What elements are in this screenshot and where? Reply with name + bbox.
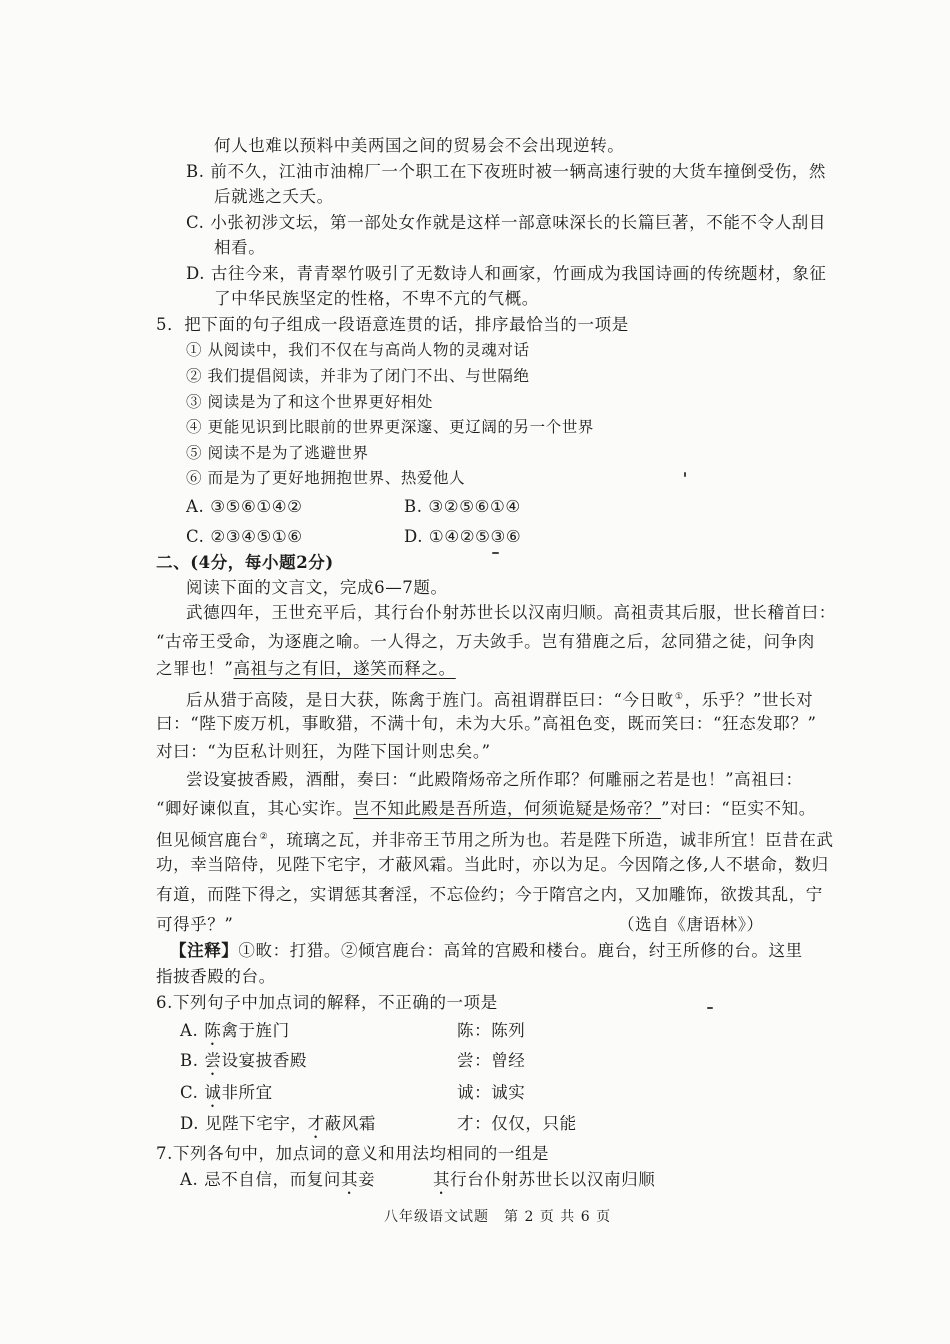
q5-sentence-5: ⑤ 阅读不是为了逃避世界 [186, 444, 369, 462]
footnote-marker-2: ② [259, 832, 269, 842]
passage-p3-line2: “卿好谏似直，其心实诈。岂不知此殿是吾所造，何须诡疑是炀帝？”对曰：“臣实不知。 [156, 799, 816, 818]
underlined-sentence-2: 岂不知此殿是吾所造，何须诡疑是炀帝？ [353, 799, 661, 818]
footnote-marker-1: ① [674, 692, 684, 702]
q6-option-b: B. 尝设宴披香殿 [180, 1051, 308, 1070]
q5-sentence-2: ② 我们提倡阅读，并非为了闭门不出、与世隔绝 [186, 367, 530, 385]
dotted-word: 其 [433, 1170, 451, 1189]
q4-option-c-line2: 相看。 [214, 238, 266, 257]
q5-sentence-6: ⑥ 而是为了更好地拥抱世界、热爱他人 [186, 469, 466, 487]
passage-notes-line1: 【注释】①畋：打猎。②倾宫鹿台：高耸的宫殿和楼台。鹿台，纣王所修的台。这里 [170, 941, 803, 960]
dotted-word: 陈 [204, 1021, 222, 1040]
q4-option-c-line1: C. 小张初涉文坛，第一部处女作就是这样一部意味深长的长篇巨著，不能不令人刮目 [186, 213, 826, 232]
passage-p1-line3: 之罪也！”高祖与之有旧，遂笑而释之。 [156, 659, 456, 678]
q5-sentence-3: ③ 阅读是为了和这个世界更好相处 [186, 393, 434, 411]
section-2-heading: 二、(4分，每小题2分) [156, 553, 334, 572]
q4-option-d-line2: 了中华民族坚定的性格，不卑不亢的气概。 [214, 289, 539, 308]
q5-option-c: C. ②③④⑤①⑥ [186, 527, 303, 546]
q6-stem: 6.下列句子中加点词的解释，不正确的一项是 [156, 993, 498, 1012]
q6-option-d: D. 见陛下宅宇，才蔽风霜 [180, 1114, 376, 1133]
passage-p3-line6: 可得乎？” [156, 915, 234, 934]
underlined-sentence-1: 高祖与之有旧，遂笑而释之。 [233, 659, 456, 678]
section-2-intro: 阅读下面的文言文，完成6—7题。 [186, 578, 448, 597]
q5-option-b: B. ③②⑤⑥①④ [404, 497, 521, 516]
scan-speck [707, 1007, 713, 1009]
passage-source: （选自《唐语林》） [618, 915, 764, 934]
q6-option-d-explanation: 才：仅仅，只能 [457, 1114, 577, 1133]
scan-speck [492, 552, 499, 554]
passage-p3-line3: 但见倾宫鹿台②，琉璃之瓦，并非帝王节用之所为也。若是陛下所造，诚非所宜！臣昔在武 [156, 830, 834, 850]
q5-option-a: A. ③⑤⑥①④② [186, 497, 303, 516]
q7-stem: 7.下列各句中，加点词的意义和用法均相同的一组是 [156, 1144, 550, 1163]
q5-stem: 5．把下面的句子组成一段语意连贯的话，排序最恰当的一项是 [156, 315, 629, 334]
q6-option-a: A. 陈禽于旌门 [180, 1021, 290, 1040]
q6-option-b-explanation: 尝：曾经 [457, 1051, 526, 1070]
q4-option-b-line2: 后就逃之夭夭。 [214, 187, 334, 206]
passage-p1-line2: “古帝王受命，为逐鹿之喻。一人得之，万夫敛手。岂有猎鹿之后，忿同猎之徒，问争肉 [156, 632, 815, 651]
q5-sentence-1: ① 从阅读中，我们不仅在与高尚人物的灵魂对话 [186, 341, 530, 359]
passage-notes-line2: 指披香殿的台。 [156, 967, 276, 986]
q7-option-a-right: 其行台仆射苏世长以汉南归顺 [433, 1170, 656, 1189]
dotted-word: 尝 [204, 1051, 222, 1070]
passage-p1-line1: 武德四年，王世充平后，其行台仆射苏世长以汉南归顺。高祖责其后服，世长稽首曰： [186, 603, 836, 622]
q4-option-b-line1: B. 前不久，江油市油棉厂一个职工在下夜班时被一辆高速行驶的大货车撞倒受伤，然 [186, 162, 827, 181]
q5-sentence-4: ④ 更能见识到比眼前的世界更深邃、更辽阔的另一个世界 [186, 418, 595, 436]
page-footer: 八年级语文试题 第 2 页 共 6 页 [384, 1209, 612, 1225]
scan-speck [684, 472, 686, 477]
q4-option-a-line2: 何人也难以预料中美两国之间的贸易会不会出现逆转。 [214, 136, 625, 155]
dotted-word: 才 [307, 1114, 325, 1133]
passage-p2-line3: 对曰：“为臣私计则狂，为陛下国计则忠矣。” [156, 742, 491, 761]
passage-p3-line5: 有道，而陛下得之，实谓惩其奢淫，不忘俭约；今于隋宫之内，又加雕饰，欲拨其乱，宁 [156, 885, 823, 904]
passage-p3-line1: 尝设宴披香殿，酒酣，奏曰：“此殿隋炀帝之所作耶？何雕丽之若是也！”高祖曰： [186, 770, 803, 789]
q7-option-a-left: A. 忌不自信，而复问其妾 [180, 1170, 376, 1189]
q5-option-d: D. ①④②⑤③⑥ [404, 527, 522, 546]
q6-option-c-explanation: 诚：诚实 [457, 1083, 526, 1102]
q6-option-a-explanation: 陈：陈列 [457, 1021, 526, 1040]
q4-option-d-line1: D. 古往今来，青青翠竹吸引了无数诗人和画家，竹画成为我国诗画的传统题材，象征 [186, 264, 827, 283]
notes-label: 【注释】 [170, 941, 239, 960]
passage-p3-line4: 功，幸当陪侍，见陛下宅宇，才蔽风霜。当此时，亦以为足。今因隋之侈,人不堪命，数归 [156, 855, 829, 874]
passage-p2-line1: 后从猎于高陵，是日大获，陈禽于旌门。高祖谓群臣曰：“今日畋①，乐乎？”世长对 [186, 690, 814, 710]
passage-p2-line2: 曰：“陛下废万机，事畋猎，不满十旬，未为大乐。”高祖色变，既而笑曰：“狂态发耶？” [156, 714, 817, 733]
q6-option-c: C. 诚非所宜 [180, 1083, 273, 1102]
dotted-word: 诚 [204, 1083, 222, 1102]
dotted-word: 其 [341, 1170, 359, 1189]
